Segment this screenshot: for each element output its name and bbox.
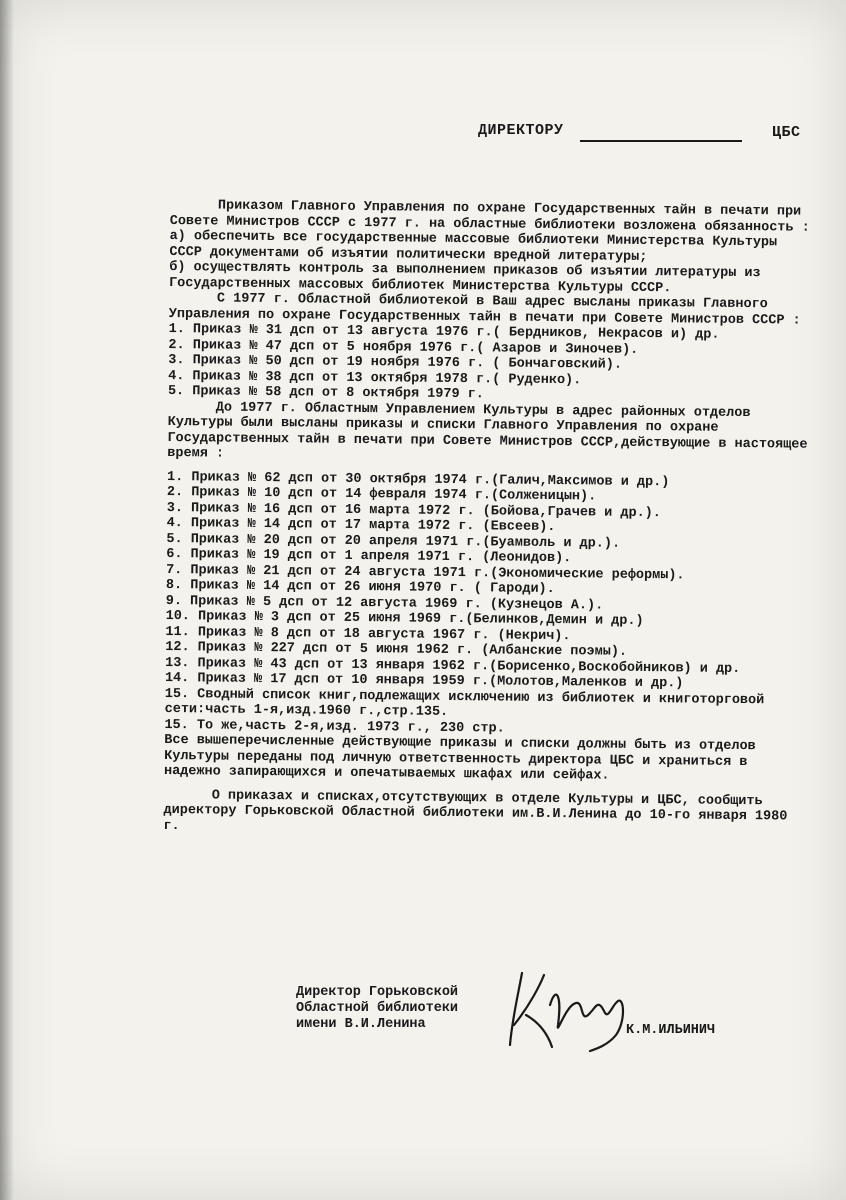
signatory-name: К.М.ИЛЬИНИЧ [626,1023,716,1038]
list-item: 15. То же,часть 2-я,изд. 1973 г., 230 стр. [164,717,505,737]
list-item: 4. Приказ № 38 дсп от 13 октября 1978 г.( Руденко). [168,368,582,388]
list-item: 12. Приказ № 227 дсп от 5 июня 1962 г. (Албанские поэмы). [165,639,628,660]
list-item: 14. Приказ № 17 дсп от 10 января 1959 г.(Молотов,Маленков и др.) [164,670,684,692]
before-1977-paragraph: До 1977 г. Областным Управлением Культуры в адрес районных отделов Культуры были высланы приказы и списки Главного Управления по охране Государственных тайн в печати при Совете Министров СССР,действующие в настоящее время : [167,399,816,462]
letter-body [163,198,816,841]
list-item: 11. Приказ № 8 дсп от 18 августа 1967 г. (Некрич). [165,624,571,644]
list-item: 5. Приказ № 58 дсп от 8 октября 1979 г. [167,383,484,403]
list-item: 10. Приказ № 3 дсп от 25 июня 1969 г.(Белинков,Демин и др.) [165,608,644,629]
signatory-title: Директор Горьковской Областной библиотеки имени В.И.Ленина [296,985,459,1032]
list-item: 6. Приказ № 19 дсп от 1 апреля 1971 г. (Леонидов). [166,546,572,567]
list-item: 13. Приказ № 43 дсп от 13 января 1962 г.(Борисенко,Воскобойников) и др. [165,655,741,677]
addressee-label: ДИРЕКТОРУ [478,122,564,139]
duty-b: б) осуществлять контроль за выполнением приказов об изъятии литературы из Государственных массовых библиотек Министерства Культуры СССР. [169,259,769,296]
list-item: 2. Приказ № 10 дсп от 14 февраля 1974 г.(Солженицын). [166,484,597,505]
list-item: 1. Приказ № 31 дсп от 13 августа 1976 г.( Бердников, Некрасов и) др. [168,321,720,343]
orders-since-1977-list [168,322,809,406]
intro-paragraph: Приказом Главного Управления по охране Государственных тайн в печати при Совете Министров СССР с 1977 г. на областные библиотеки возложена обязанность : [169,198,810,236]
list-item: 8. Приказ № 14 дсп от 26 июня 1970 г. ( Гароди). [165,577,555,598]
list-item: 1. Приказ № 62 дсп от 30 октября 1974 г.(Галич,Максимов и др.) [166,469,670,490]
addressee-blank-line [580,140,742,142]
report-paragraph: О приказах и списках,отсутствующих в отделе Культуры и ЦБС, сообщить директору Горьковской Областной библиотеки им.В.И.Ленина до 10-го января 1980 г. [163,787,796,834]
list-item: 5. Приказ № 20 дсп от 20 апреля 1971 г.(Буамволь и др.). [166,531,621,552]
addressee-header [478,120,808,148]
duty-a: а) обеспечить все государственные массовые библиотеки Министерства Культуры СССР документами об изъятии политически вредной литературы; [169,228,786,265]
list-item: 7. Приказ № 21 дсп от 24 августа 1971 г.(Экономические реформы). [166,562,685,583]
list-item: 9. Приказ № 5 дсп от 12 августа 1969 г. (Кузнецов А.). [165,593,604,614]
list-item: 3. Приказ № 50 дсп от 19 ноября 1976 г. ( Бончаговский). [168,352,623,373]
list-item: 4. Приказ № 14 дсп от 17 марта 1972 г. (Евсеев). [166,515,556,536]
list-item: 2. Приказ № 47 дсп от 5 ноября 1976 г.( Азаров и Зиночев). [168,337,639,358]
list-item: 3. Приказ № 16 дсп от 16 марта 1972 г. (Бойова,Грачев и др.). [166,500,661,521]
list-item: 15. Сводный список книг,подлежащих исключению из библиотек и книготорговой сети:часть 1-я,изд.1960 г.,стр.135. [164,686,773,720]
handwritten-signature [500,965,640,1055]
sent-orders-paragraph: С 1977 г. Областной библиотекой в Ваш адрес высланы приказы Главного Управления по охране Государственных тайн в печати при Совете Министров СССР : [168,291,801,329]
storage-paragraph: Все вышеперечисленные действующие приказы и списки должны быть из отделов Культуры переданы под личную ответственность директора ЦБС и храниться в надежно запирающихся и опечатываемых шкафах или сейфах. [163,732,764,784]
orders-before-1977-list [164,469,807,739]
addressee-org: ЦБС [772,124,801,141]
